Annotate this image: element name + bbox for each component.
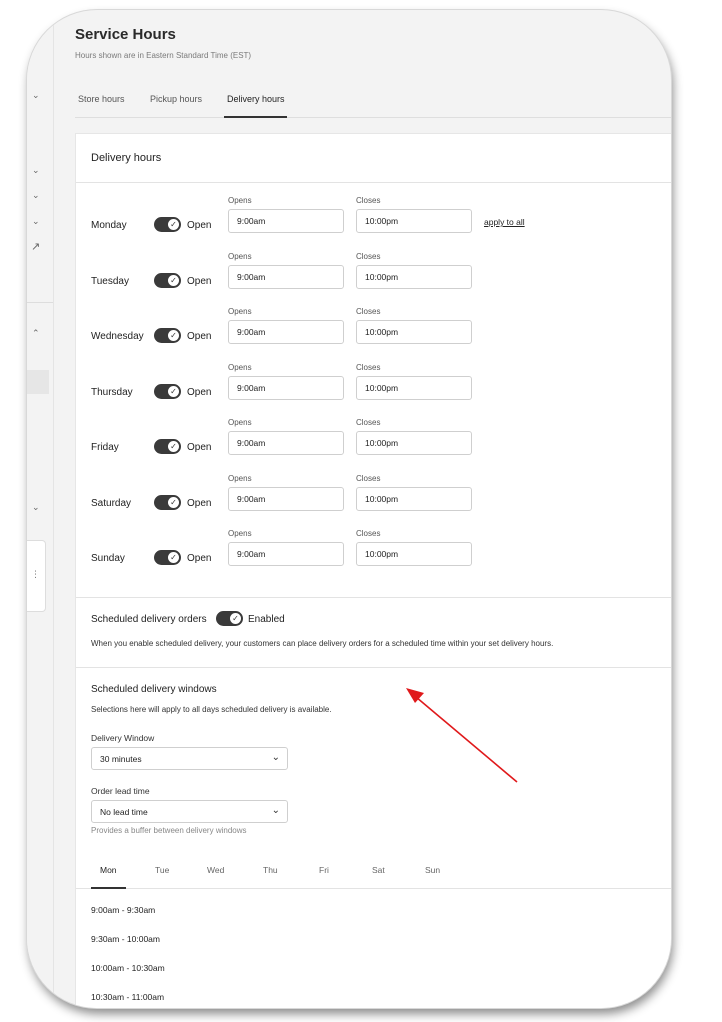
day-tab-sat[interactable]: Sat — [372, 865, 385, 875]
opens-label: Opens — [228, 418, 252, 427]
day-row-friday — [76, 412, 671, 468]
delivery-hours-card — [75, 133, 671, 1008]
day-name: Saturday — [91, 498, 132, 509]
toggle-label: Open — [187, 220, 212, 231]
apply-to-all-link[interactable]: apply to all — [484, 217, 525, 227]
page-title: Service Hours — [75, 26, 176, 43]
open-toggle[interactable] — [154, 273, 181, 288]
opens-input[interactable]: 9:00am — [228, 265, 344, 289]
opens-input[interactable]: 9:00am — [228, 431, 344, 455]
card-title: Delivery hours — [91, 152, 162, 164]
external-link-icon[interactable]: ↗ — [31, 241, 41, 253]
check-icon: ✓ — [168, 552, 179, 563]
scheduled-delivery-description: When you enable scheduled delivery, your customers can place delivery orders for a scheduled time within your set delivery hours. — [91, 639, 554, 648]
opens-label: Opens — [228, 363, 252, 372]
scheduled-delivery-status: Enabled — [248, 614, 285, 625]
tab-delivery-hours[interactable]: Delivery hours — [227, 94, 285, 104]
opens-input[interactable]: 9:00am — [228, 209, 344, 233]
day-tab-fri[interactable]: Fri — [319, 865, 329, 875]
opens-label: Opens — [228, 529, 252, 538]
chevron-down-icon[interactable]: ⌄ — [32, 90, 40, 100]
chevron-down-icon: ⌄ — [271, 805, 280, 816]
day-row-wednesday — [76, 301, 671, 357]
sidebar-card-icon: ⋮ — [31, 569, 40, 579]
delivery-windows-description: Selections here will apply to all days scheduled delivery is available. — [91, 705, 332, 714]
check-icon: ✓ — [168, 386, 179, 397]
closes-input[interactable]: 10:00pm — [356, 265, 472, 289]
day-row-saturday — [76, 468, 671, 524]
closes-label: Closes — [356, 196, 381, 205]
time-slot: 9:00am - 9:30am — [91, 905, 156, 915]
opens-input[interactable]: 9:00am — [228, 542, 344, 566]
opens-label: Opens — [228, 307, 252, 316]
toggle-label: Open — [187, 442, 212, 453]
closes-input[interactable]: 10:00pm — [356, 209, 472, 233]
delivery-window-select[interactable] — [91, 747, 288, 770]
day-row-monday — [76, 190, 671, 246]
scheduled-delivery-toggle[interactable] — [216, 611, 243, 626]
sidebar-active-item[interactable] — [27, 370, 49, 394]
chevron-down-icon[interactable]: ⌄ — [32, 502, 40, 512]
day-name: Monday — [91, 220, 127, 231]
delivery-window-value: 30 minutes — [100, 754, 142, 764]
delivery-window-label: Delivery Window — [91, 733, 155, 743]
closes-input[interactable]: 10:00pm — [356, 376, 472, 400]
day-name: Tuesday — [91, 276, 129, 287]
chevron-down-icon: ⌄ — [271, 752, 280, 763]
check-icon: ✓ — [230, 613, 241, 624]
chevron-down-icon[interactable]: ⌄ — [32, 165, 40, 175]
day-name: Sunday — [91, 553, 125, 564]
check-icon: ✓ — [168, 219, 179, 230]
time-slot: 10:30am - 11:00am — [91, 992, 165, 1002]
opens-input[interactable]: 9:00am — [228, 376, 344, 400]
day-tab-mon[interactable]: Mon — [100, 865, 117, 875]
open-toggle[interactable] — [154, 217, 181, 232]
tab-active-indicator — [224, 116, 287, 118]
lead-time-select[interactable] — [91, 800, 288, 823]
day-tab-tue[interactable]: Tue — [155, 865, 170, 875]
opens-input[interactable]: 9:00am — [228, 487, 344, 511]
open-toggle[interactable] — [154, 328, 181, 343]
day-tab-thu[interactable]: Thu — [263, 865, 278, 875]
day-name: Thursday — [91, 387, 133, 398]
check-icon: ✓ — [168, 497, 179, 508]
window-day-tabs — [76, 859, 671, 889]
open-toggle[interactable] — [154, 439, 181, 454]
day-row-sunday — [76, 523, 671, 579]
closes-label: Closes — [356, 418, 381, 427]
opens-input[interactable]: 9:00am — [228, 320, 344, 344]
open-toggle[interactable] — [154, 550, 181, 565]
delivery-windows-title: Scheduled delivery windows — [91, 684, 217, 695]
day-row-thursday — [76, 357, 671, 413]
sidebar — [27, 10, 54, 1008]
opens-label: Opens — [228, 196, 252, 205]
section-divider — [76, 597, 671, 598]
lead-time-value: No lead time — [100, 807, 148, 817]
time-slot: 10:00am - 10:30am — [91, 963, 165, 973]
closes-label: Closes — [356, 363, 381, 372]
closes-label: Closes — [356, 529, 381, 538]
lead-time-label: Order lead time — [91, 786, 150, 796]
closes-input[interactable]: 10:00pm — [356, 431, 472, 455]
section-divider — [76, 667, 671, 668]
closes-label: Closes — [356, 474, 381, 483]
tabs-divider — [75, 117, 671, 118]
opens-label: Opens — [228, 474, 252, 483]
chevron-up-icon[interactable]: ⌃ — [32, 328, 40, 338]
lead-time-helper: Provides a buffer between delivery windows — [91, 826, 247, 835]
day-tabs-divider — [76, 888, 671, 889]
toggle-label: Open — [187, 387, 212, 398]
closes-label: Closes — [356, 307, 381, 316]
check-icon: ✓ — [168, 330, 179, 341]
day-row-tuesday — [76, 246, 671, 302]
chevron-down-icon[interactable]: ⌄ — [32, 216, 40, 226]
card-divider — [76, 182, 671, 183]
day-tab-active-indicator — [91, 887, 126, 889]
open-toggle[interactable] — [154, 495, 181, 510]
sidebar-divider — [27, 302, 53, 303]
day-tab-sun[interactable]: Sun — [425, 865, 441, 875]
day-name: Friday — [91, 442, 119, 453]
sidebar-card[interactable] — [27, 540, 46, 612]
closes-input[interactable]: 10:00pm — [356, 542, 472, 566]
tab-pickup-hours[interactable]: Pickup hours — [150, 94, 203, 104]
open-toggle[interactable] — [154, 384, 181, 399]
day-tab-wed[interactable]: Wed — [207, 865, 225, 875]
toggle-label: Open — [187, 331, 212, 342]
time-slot: 9:30am - 10:00am — [91, 934, 160, 944]
closes-label: Closes — [356, 252, 381, 261]
closes-input[interactable]: 10:00pm — [356, 320, 472, 344]
check-icon: ✓ — [168, 441, 179, 452]
scheduled-delivery-label: Scheduled delivery orders — [91, 614, 207, 625]
opens-label: Opens — [228, 252, 252, 261]
check-icon: ✓ — [168, 275, 179, 286]
app-frame — [27, 10, 671, 1008]
page-subtitle: Hours shown are in Eastern Standard Time (EST) — [75, 51, 252, 60]
tab-store-hours[interactable]: Store hours — [78, 94, 125, 104]
toggle-label: Open — [187, 553, 212, 564]
day-name: Wednesday — [91, 331, 144, 342]
toggle-label: Open — [187, 276, 212, 287]
closes-input[interactable]: 10:00pm — [356, 487, 472, 511]
chevron-down-icon[interactable]: ⌄ — [32, 190, 40, 200]
toggle-label: Open — [187, 498, 212, 509]
